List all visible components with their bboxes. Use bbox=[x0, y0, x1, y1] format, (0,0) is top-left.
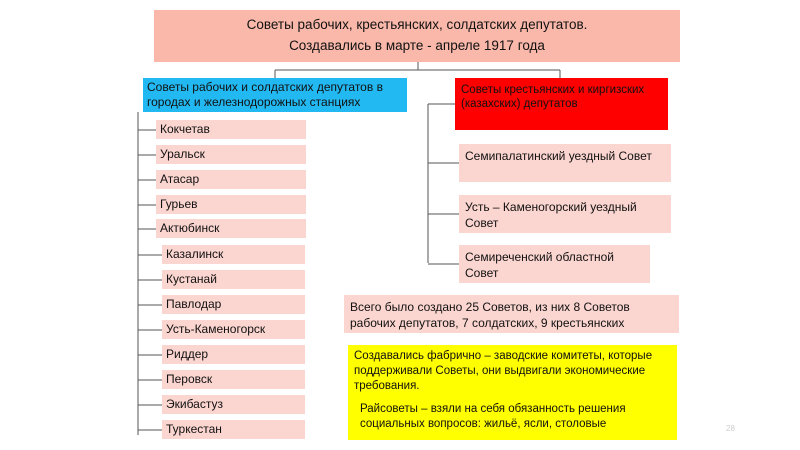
city-item: Атасар bbox=[156, 170, 306, 189]
title-line-2: Создавались в марте - апреле 1917 года bbox=[289, 38, 545, 53]
regional-soviet-item: Семипалатинский уездный Совет bbox=[459, 144, 671, 182]
city-item: Кокчетав bbox=[156, 120, 306, 139]
city-item: Актюбинск bbox=[156, 219, 306, 238]
city-item: Туркестан bbox=[162, 420, 305, 439]
note-factory-committees: Создавались фабрично – заводские комитеты, которые поддерживали Советы, они выдвигали экономические требования. bbox=[354, 350, 653, 392]
workers-soviets-header: Советы рабочих и солдатских депутатов в городах и железнодорожных станциях bbox=[143, 78, 407, 112]
city-item: Кустанай bbox=[162, 270, 305, 289]
page-number: 28 bbox=[726, 424, 735, 433]
city-item: Павлодар bbox=[162, 295, 305, 314]
title-line-1: Советы рабочих, крестьянских, солдатских депутатов. bbox=[246, 17, 588, 32]
top-connector bbox=[275, 62, 560, 78]
city-item: Риддер bbox=[162, 345, 305, 364]
city-item: Уральск bbox=[156, 145, 306, 164]
title-box bbox=[154, 10, 680, 62]
city-item: Усть-Каменогорск bbox=[162, 320, 305, 339]
regional-soviet-item: Усть – Каменогорский уездный Совет bbox=[459, 195, 671, 233]
city-item: Гурьев bbox=[156, 195, 306, 214]
right-trunk bbox=[428, 104, 455, 263]
city-item: Казалинск bbox=[162, 245, 305, 264]
regional-soviet-item: Семиреченский областной Совет bbox=[459, 245, 650, 283]
peasant-soviets-header: Советы крестьянских и киргизских (казахских) депутатов bbox=[455, 78, 668, 130]
note-district-soviets: Райсоветы – взяли на себя обязанность решения социальных вопросов: жильё, ясли, столовые bbox=[360, 403, 626, 430]
city-item: Экибастуз bbox=[162, 395, 305, 414]
city-item: Перовск bbox=[162, 370, 305, 389]
notes-box bbox=[348, 345, 677, 440]
summary-box: Всего было создано 25 Советов, из них 8 Советов рабочих депутатов, 7 солдатских, 9 крестьянских bbox=[344, 295, 679, 333]
